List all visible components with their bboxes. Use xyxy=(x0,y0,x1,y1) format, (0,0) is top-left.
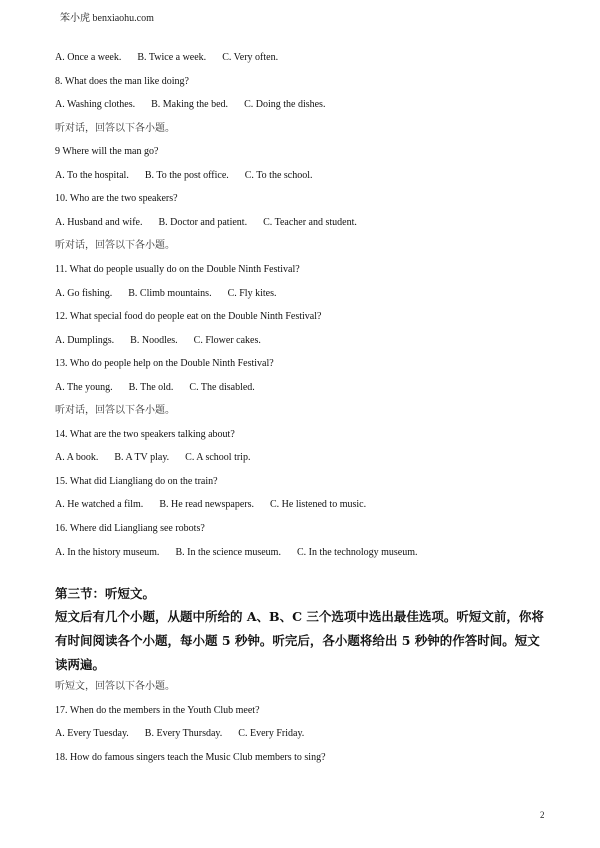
answer-option: C. Fly kites. xyxy=(227,287,277,299)
answer-option: C. Teacher and student. xyxy=(263,216,357,228)
answer-options xyxy=(55,288,276,300)
answer-option: B. Doctor and patient. xyxy=(158,216,248,228)
answer-option: B. To the post office. xyxy=(144,169,229,181)
answer-option: A. A book. xyxy=(55,452,99,464)
answer-option: A. Once a week. xyxy=(55,52,122,63)
answer-option: C. Every Friday. xyxy=(238,728,305,740)
question-text: 14. What are the two speakers talking about? xyxy=(55,428,235,440)
question-text: 16. Where did Liangliang see robots? xyxy=(55,523,205,534)
answer-option: C. The disabled. xyxy=(189,381,255,393)
answer-options xyxy=(55,170,313,182)
answer-option: B. Climb mountains. xyxy=(128,287,212,299)
answer-option: A. The young. xyxy=(55,381,113,393)
answer-option: A. Husband and wife. xyxy=(55,216,143,228)
answer-option: B. Noodles. xyxy=(130,334,178,346)
answer-option: A. In the history museum. xyxy=(55,546,160,558)
answer-option: A. Washing clothes. xyxy=(55,99,136,111)
page-number: 2 xyxy=(540,810,545,820)
answer-option: C. A school trip. xyxy=(185,452,251,464)
answer-option: B. In the science museum. xyxy=(175,546,281,558)
question-text: 10. Who are the two speakers? xyxy=(55,193,178,205)
answer-options xyxy=(55,52,278,64)
answer-option: C. Doing the dishes. xyxy=(244,99,326,111)
instruction-note: 听短文，回答以下各小题。 xyxy=(55,681,175,692)
answer-option: B. The old. xyxy=(128,381,174,393)
answer-options xyxy=(55,452,250,464)
page-header: 笨小虎 benxiaohu.com xyxy=(60,13,154,24)
answer-options xyxy=(55,728,304,740)
question-text: 12. What special food do people eat on the Double Ninth Festival? xyxy=(55,311,322,323)
instruction-note: 听对话，回答以下各小题。 xyxy=(55,240,175,252)
answer-option: A. Dumplings. xyxy=(55,334,115,346)
question-text: 13. Who do people help on the Double Ninth Festival? xyxy=(55,358,274,370)
answer-option: C. To the school. xyxy=(244,169,313,181)
answer-option: C. Flower cakes. xyxy=(193,334,261,346)
answer-option: B. Making the bed. xyxy=(151,99,229,111)
question-text: 8. What does the man like doing? xyxy=(55,75,189,87)
question-text: 9 Where will the man go? xyxy=(55,146,159,158)
answer-options xyxy=(55,335,261,347)
section-title: 第三节：听短文。 xyxy=(55,586,156,601)
answer-option: A. Go fishing. xyxy=(55,287,113,299)
answer-option: B. He read newspapers. xyxy=(159,499,254,511)
answer-option: C. He listened to music. xyxy=(270,499,367,511)
section-instructions: 短文后有几个小题，从题中所给的 A、B、C 三个选项中选出最佳选项。听短文前，你将有时间阅读各个小题，每小题 5 秒钟。听完后，各小题将给出 5 秒钟的作答时间。短文读两遍。 xyxy=(55,609,544,672)
answer-option: A. To the hospital. xyxy=(55,169,129,181)
answer-option: B. Twice a week. xyxy=(137,52,207,63)
answer-option: A. He watched a film. xyxy=(55,499,144,511)
answer-option: B. Every Thursday. xyxy=(144,728,223,740)
question-text: 15. What did Liangliang do on the train? xyxy=(55,475,218,487)
answer-option: A. Every Tuesday. xyxy=(55,728,129,740)
question-text: 17. When do the members in the Youth Club meet? xyxy=(55,704,260,716)
answer-options xyxy=(55,547,418,559)
answer-option: C. Very often. xyxy=(222,52,279,63)
answer-options xyxy=(55,382,255,394)
answer-option: C. In the technology museum. xyxy=(296,546,418,558)
instruction-note: 听对话，回答以下各小题。 xyxy=(55,122,175,134)
answer-options xyxy=(55,499,366,511)
answer-options xyxy=(55,99,325,111)
question-text: 11. What do people usually do on the Double Ninth Festival? xyxy=(55,263,300,275)
answer-option: B. A TV play. xyxy=(114,452,170,464)
answer-options xyxy=(55,217,357,229)
question-text: 18. How do famous singers teach the Music Club members to sing? xyxy=(55,752,326,764)
instruction-note: 听对话，回答以下各小题。 xyxy=(55,405,175,417)
